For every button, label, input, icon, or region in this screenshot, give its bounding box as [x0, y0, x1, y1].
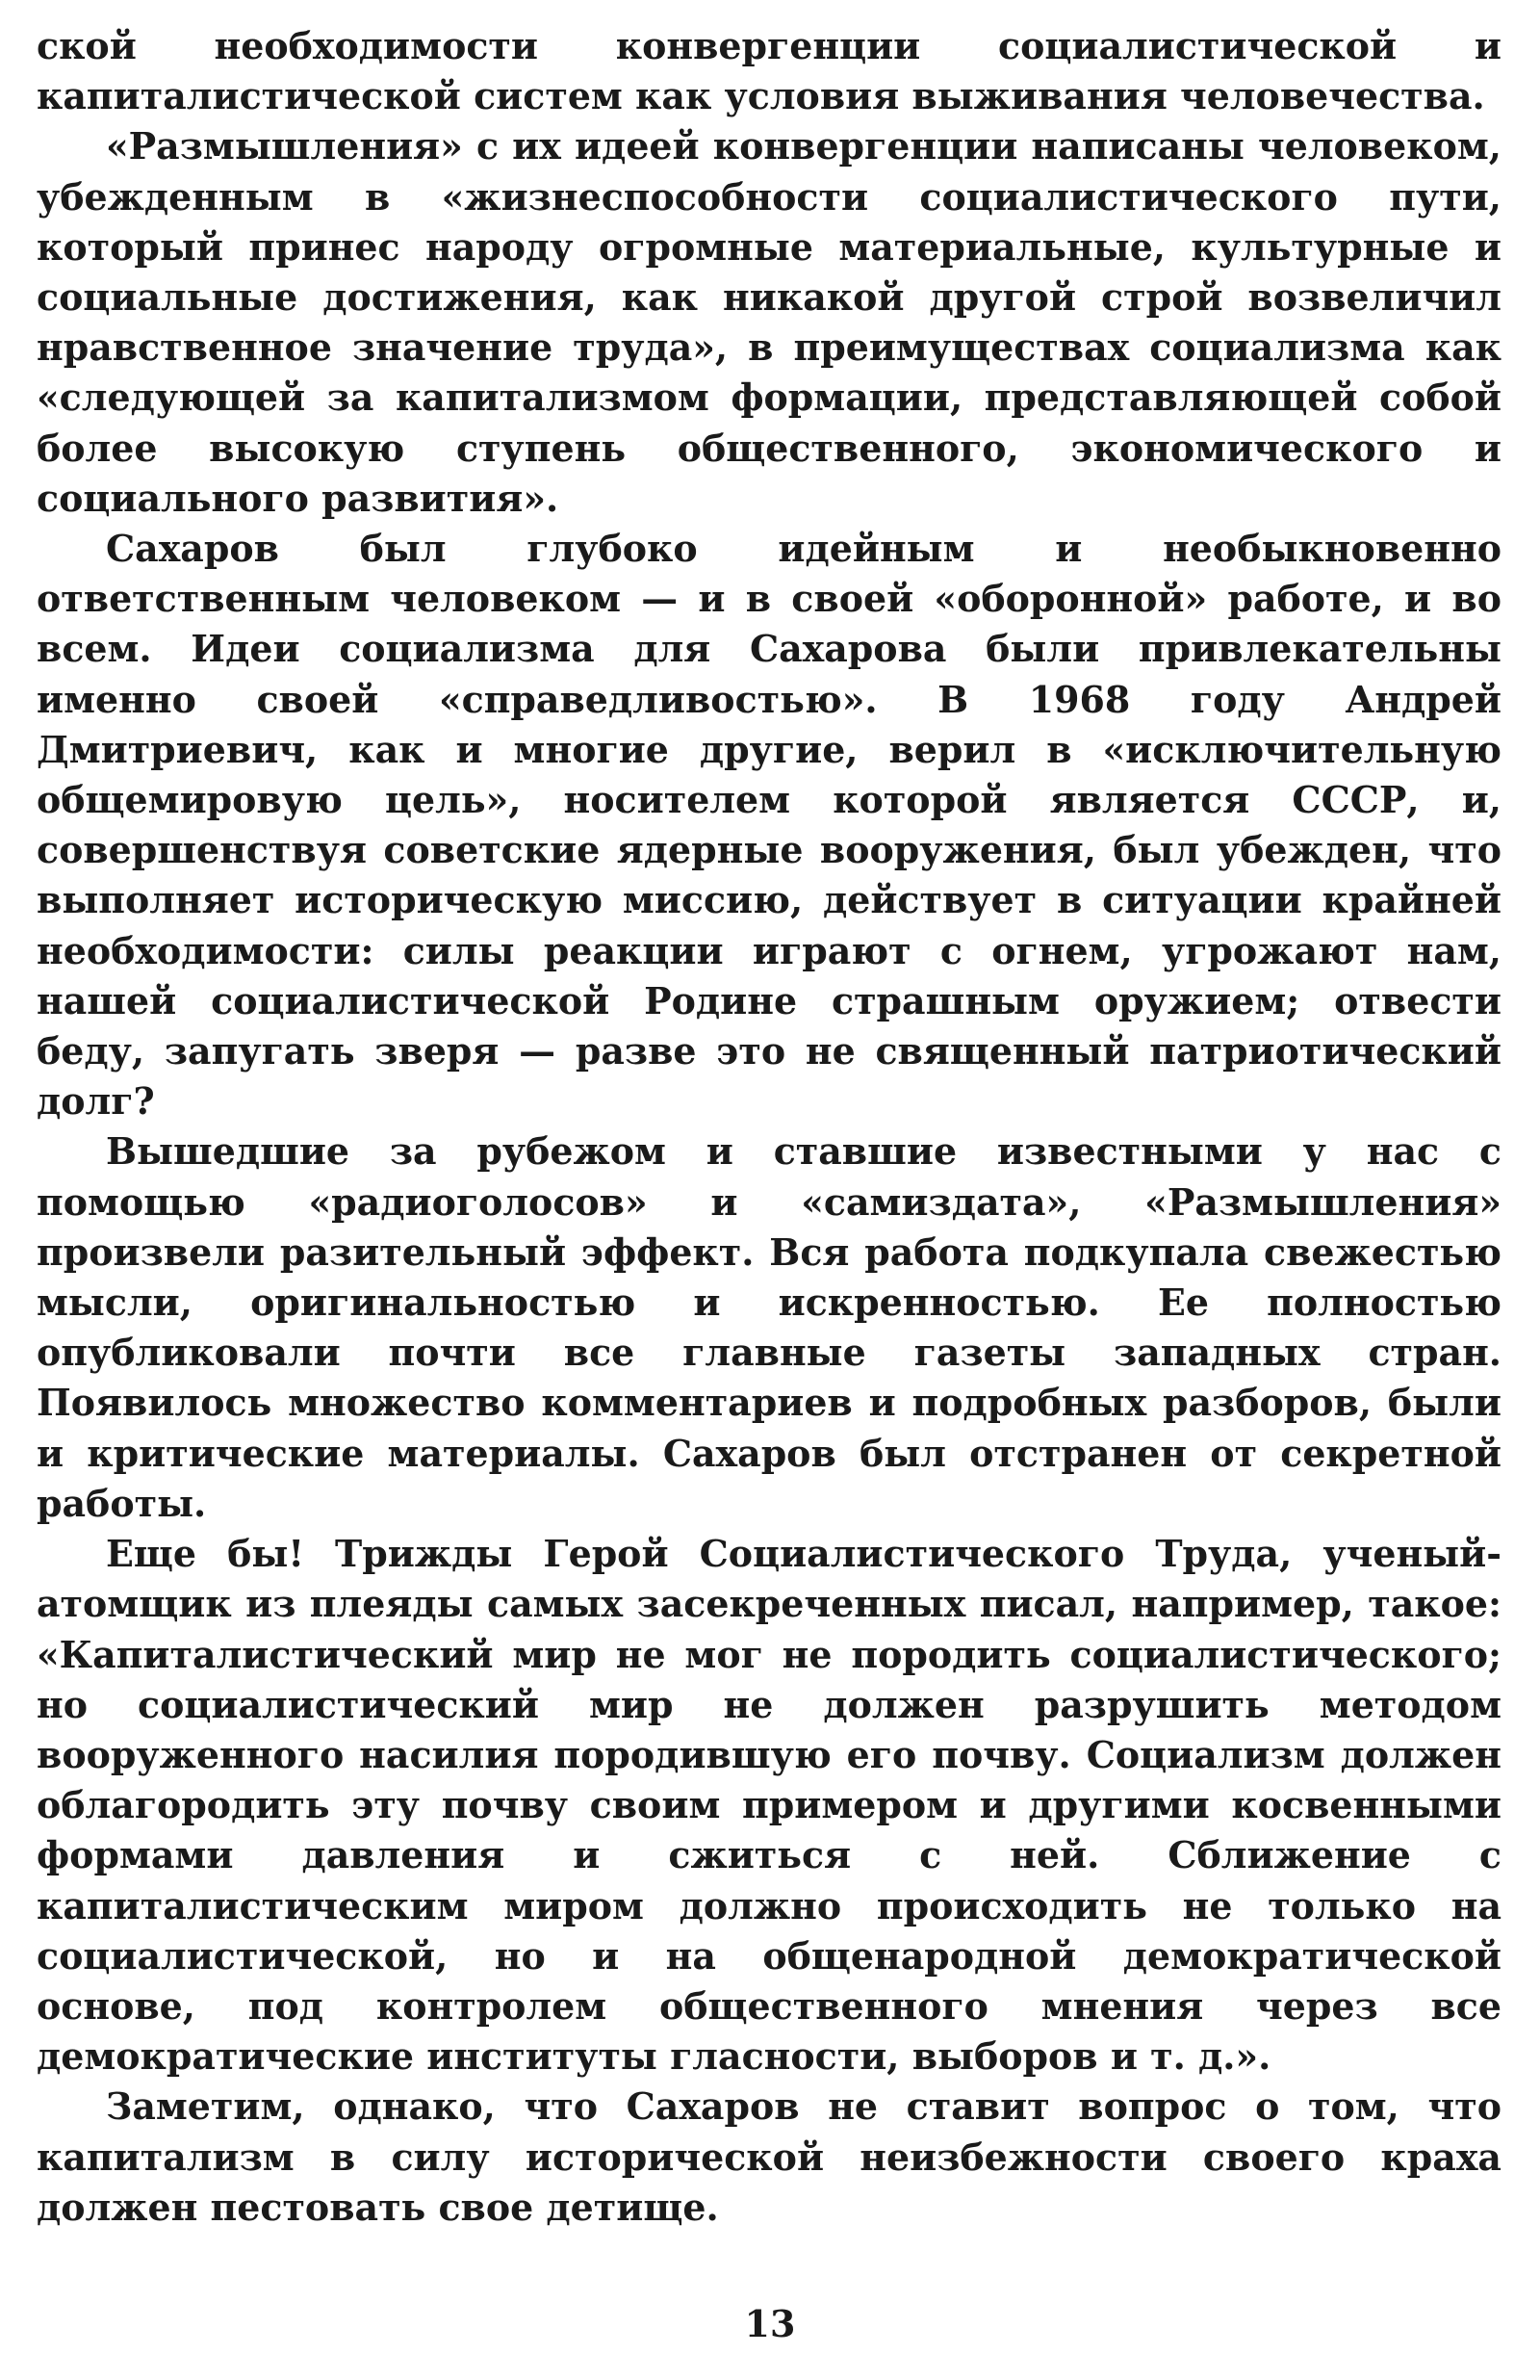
paragraph-conclusion: Заметим, однако, что Сахаров не ставит вопрос о том, что капитализм в силу исторической неизбежности своего краха должен пестовать свое детище. [37, 2084, 1502, 2229]
paragraph-sakharov-ideals: Сахаров был глубоко идейным и необыкновенно ответственным человеком — и в своей «оборонной» работе, и во всем. Идеи социализма для Сахарова были привлекательны именно своей «справедливостью». В 1968 году Андрей Дмитриевич, как и многие другие, верил в «исключительную общемировую цель», носителем которой является СССР, и, совершенствуя советские ядерные вооружения, был убежден, что выполняет историческую миссию, действует в ситуации крайней необходимости: силы реакции играют с огнем, угрожают нам, нашей социалистической Родине страшным оружием; отвести беду, запугать зверя — разве это не священный патриотический долг? [37, 527, 1502, 1124]
paragraph-continuation: ской необходимости конвергенции социалистической и капиталистической систем как условия выживания человечества. [37, 24, 1502, 118]
paragraph-reflections: «Размышления» с их идеей конвергенции написаны человеком, убежденным в «жизнеспособности социалистического пути, который принес народу огромные материальные, культурные и социальные достижения, как никакой другой строй возвеличил нравственное значение труда», в преимуществах социализма как «следующей за капитализмом формации, представляющей собой более высокую ступень общественного, экономического и социального развития». [37, 124, 1502, 520]
paragraph-quote: Еще бы! Трижды Герой Социалистического Труда, ученый-атомщик из плеяды самых засекреченных писал, например, такое: «Капиталистический мир не мог не породить социалистического; но социалистический мир не должен разрушить методом вооруженного насилия породившую его почву. Социализм должен облагородить эту почву своим примером и другими косвенными формами давления и сжиться с ней. Сближение с капиталистическим миром должно происходить не только на социалистической, но и на общенародной демократической основе, под контролем общественного мнения через все демократические институты гласности, выборов и т. д.». [37, 1532, 1502, 2079]
page-number: 13 [744, 2302, 796, 2345]
paragraph-publication-effect: Вышедшие за рубежом и ставшие известными у нас с помощью «радиоголосов» и «самиздата», «Размышления» произвели разительный эффект. Вся работа подкупала свежестью мысли, оригинальностью и искренностью. Ее полностью опубликовали почти все главные газеты западных стран. Появилось множество комментариев и подробных разборов, были и критические материалы. Сахаров был отстранен от секретной работы. [37, 1129, 1502, 1525]
body-text [37, 21, 1502, 2233]
